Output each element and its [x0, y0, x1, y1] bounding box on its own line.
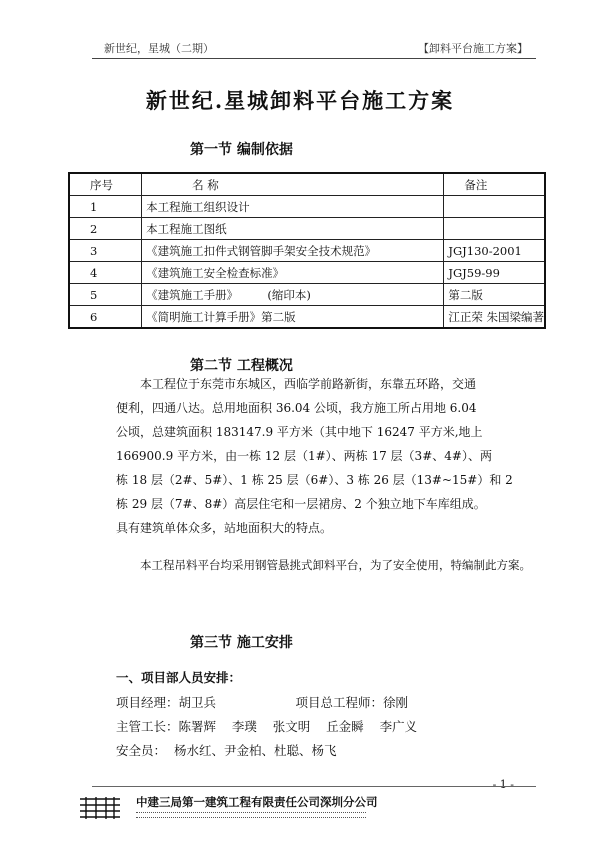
- cell-no: 3: [69, 240, 142, 262]
- cell-note: JGJ59-99: [444, 262, 545, 284]
- header-no: 序号: [69, 173, 142, 196]
- cell-note: 第二版: [444, 284, 545, 306]
- cell-name: 本工程施工组织设计: [142, 196, 444, 218]
- table-header-row: [69, 173, 545, 196]
- table-row: [69, 218, 545, 240]
- overview-line: 公顷，总建筑面积 183147.9 平方米（其中地下 16247 平方米,地上: [116, 425, 483, 439]
- cell-name: 《简明施工计算手册》第二版: [142, 306, 444, 329]
- cell-name: 《建筑施工扣件式钢管脚手架安全技术规范》: [142, 240, 444, 262]
- header-right: 【卸料平台施工方案】: [418, 42, 528, 55]
- overview-line: 本工程位于东莞市东城区，西临学前路新街，东靠五环路，交通: [140, 377, 477, 391]
- table-row: [69, 196, 545, 218]
- footer-rule: [92, 786, 536, 787]
- section2-heading: 第二节 工程概况: [190, 358, 293, 374]
- platform-paragraph: 本工程吊料平台均采用钢管悬挑式卸料平台，为了安全使用，特编制此方案。: [140, 558, 531, 572]
- overview-line: 具有建筑单体众多，站地面积大的特点。: [116, 521, 333, 535]
- cell-note: [444, 196, 545, 218]
- cell-no: 6: [69, 306, 142, 329]
- company-name: 中建三局第一建筑工程有限责任公司深圳分公司: [136, 795, 378, 809]
- overview-line: 166900.9 平方米，由一栋 12 层（1#）、两栋 17 层（3#、4#）、两: [116, 449, 492, 463]
- cell-name: 本工程施工图纸: [142, 218, 444, 240]
- header-rule: [92, 58, 536, 59]
- staff-line: 主管工长：陈署辉 李璞 张文明 丘金瞬 李广义: [116, 719, 418, 734]
- overview-line: 栋 18 层（2#、5#）、1 栋 25 层（6#）、3 栋 26 层（13#~15#）和 2: [116, 473, 513, 487]
- staff-line: 安全员： 杨水红、尹金柏、杜聪、杨飞: [116, 743, 337, 758]
- cell-no: 1: [69, 196, 142, 218]
- cell-note: JGJ130-2001: [444, 240, 545, 262]
- overview-line: 便利，四通八达。总用地面积 36.04 公顷，我方施工所占用地 6.04: [116, 401, 477, 415]
- cell-no: 5: [69, 284, 142, 306]
- cell-name: 《建筑施工手册》 (缩印本): [142, 284, 444, 306]
- overview-line: 栋 29 层（7#、8#）高层住宅和一层裙房、2 个独立地下车库组成。: [116, 497, 486, 511]
- table-row: [69, 306, 545, 329]
- section3-heading: 第三节 施工安排: [190, 635, 293, 651]
- page-number: - 1 -: [492, 778, 514, 791]
- overview-paragraph: [116, 372, 536, 540]
- staff-line: 项目经理：胡卫兵 项目总工程师：徐刚: [116, 695, 408, 710]
- section1-heading: 第一节 编制依据: [190, 142, 293, 158]
- cell-note: 江正荣 朱国梁编著: [444, 306, 545, 329]
- document-title: 新世纪.星城卸料平台施工方案: [145, 88, 455, 113]
- cell-note: [444, 218, 545, 240]
- basis-table: [68, 172, 546, 329]
- cell-no: 4: [69, 262, 142, 284]
- table-row: [69, 284, 545, 306]
- header-left: 新世纪，星城（二期）: [104, 42, 214, 55]
- header-note: 备注: [444, 173, 545, 196]
- table-row: [69, 262, 545, 284]
- cell-name: 《建筑施工安全检查标准》: [142, 262, 444, 284]
- staff-subheading: 一、项目部人员安排：: [116, 670, 242, 685]
- table-row: [69, 240, 545, 262]
- company-subtitle-line: [136, 812, 366, 818]
- header-name: 名 称: [142, 173, 444, 196]
- cell-no: 2: [69, 218, 142, 240]
- company-logo-icon: [78, 795, 122, 819]
